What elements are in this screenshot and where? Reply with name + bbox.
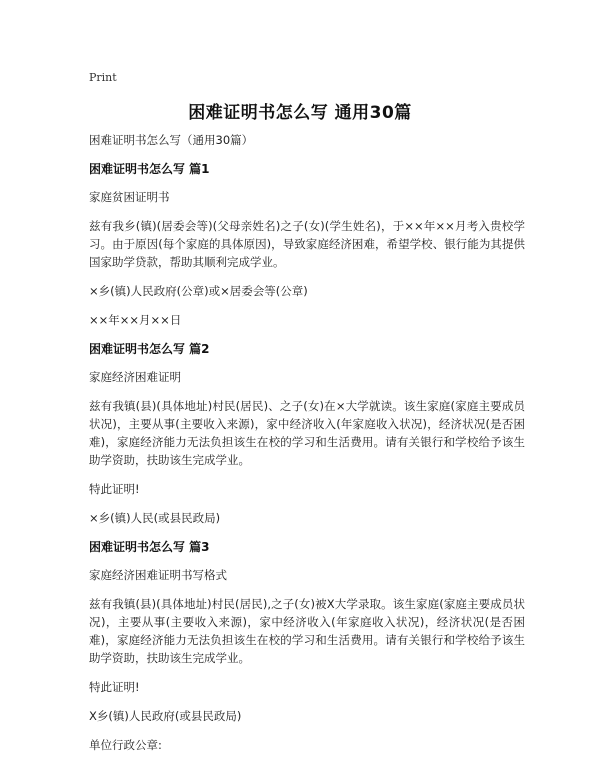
section-paragraph: 特此证明!: [89, 482, 140, 496]
section-paragraph: 单位行政公章:: [89, 738, 162, 752]
section-heading: 困难证明书怎么写 篇1: [89, 162, 210, 176]
section-paragraph: 家庭贫困证明书: [89, 190, 170, 204]
section-1: [89, 160, 525, 329]
section-paragraph: 兹有我镇(县)(具体地址)村民(居民),之子(女)被X大学录取。该生家庭(家庭主要成员状况)，主要从事(主要收入来源)，家中经济收入(年家庭收入状况)，经济状况(是否困难)，家庭经济能力无法负担该生在校的学习和生活费用。请有关银行和学校给予该生助学资助，扶助该生完成学业。: [89, 597, 525, 665]
document-body: [89, 131, 525, 765]
section-paragraph: ××年××月××日: [89, 313, 182, 327]
section-paragraph: 兹有我镇(县)(具体地址)村民(居民)、之子(女)在×大学就读。该生家庭(家庭主要成员状况)，主要从事(主要收入来源)，家中经济收入(年家庭收入状况)，经济状况(是否困难)，家庭经济能力无法负担该生在校的学习和生活费用。请有关银行和学校给予该生助学资助，扶助该生完成学业。: [89, 399, 525, 467]
section-2: [89, 340, 525, 527]
section-paragraph: 兹有我乡(镇)(居委会等)(父母亲姓名)之子(女)(学生姓名)，于××年××月考入贵校学习。由于原因(每个家庭的具体原因)，导致家庭经济困难，希望学校、银行能为其提供国家助学贷款，帮助其顺利完成学业。: [89, 219, 525, 269]
print-label: Print: [89, 71, 117, 84]
section-paragraph: ×乡(镇)人民(或县民政局): [89, 511, 221, 525]
section-heading: 困难证明书怎么写 篇2: [89, 342, 210, 356]
section-3: [89, 538, 525, 754]
section-paragraph: 特此证明!: [89, 680, 140, 694]
section-paragraph: 家庭经济困难证明: [89, 370, 181, 384]
section-paragraph: ×乡(镇)人民政府(公章)或×居委会等(公章): [89, 284, 308, 298]
section-paragraph: 家庭经济困难证明书写格式: [89, 568, 227, 582]
section-heading: 困难证明书怎么写 篇3: [89, 540, 210, 554]
page-title: 困难证明书怎么写 通用30篇: [188, 103, 412, 123]
document-subtitle: 困难证明书怎么写（通用30篇）: [89, 133, 254, 147]
section-paragraph: X乡(镇)人民政府(或县民政局): [89, 709, 242, 723]
